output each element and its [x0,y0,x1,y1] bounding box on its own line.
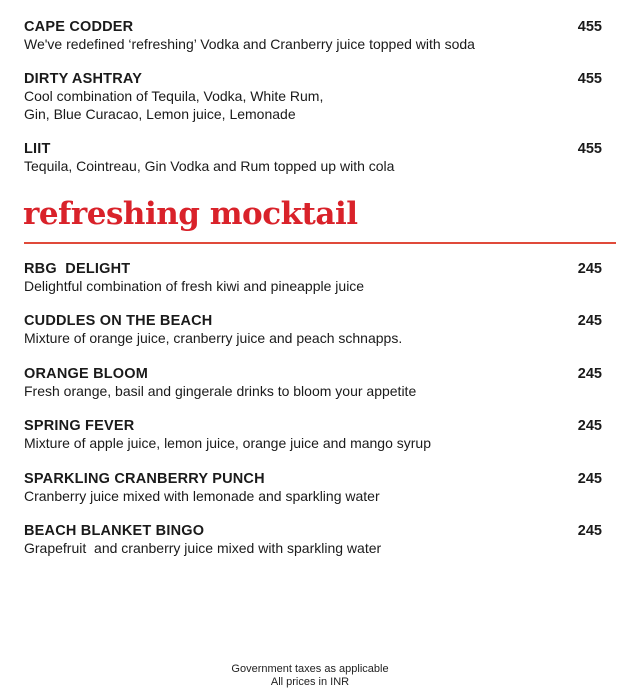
footer-note [0,663,620,689]
section-heading: refreshing mocktail [23,196,358,232]
currency-note: All prices in INR [270,676,350,688]
menu-item [24,141,602,176]
item-description: Cranberry juice mixed with lemonade and sparkling water [24,488,380,504]
item-name: SPRING FEVER [24,418,135,434]
item-price: 245 [577,523,602,539]
item-price: 245 [577,471,602,487]
menu-item [24,261,602,296]
item-name: RBG DELIGHT [24,261,131,277]
item-price: 245 [577,261,602,277]
menu-item [24,313,602,348]
item-price: 455 [577,19,602,35]
item-name: DIRTY ASHTRAY [24,71,143,87]
section-divider [24,242,616,244]
item-description: Fresh orange, basil and gingerale drinks to bloom your appetite [24,383,417,399]
tax-note: Government taxes as applicable [231,663,389,675]
menu-item [24,71,602,123]
item-description: Delightful combination of fresh kiwi and pineapple juice [24,278,365,294]
item-price: 455 [577,71,602,87]
item-price: 455 [577,141,602,157]
item-name: SPARKLING CRANBERRY PUNCH [24,471,265,487]
menu-item [24,418,602,453]
item-name: BEACH BLANKET BINGO [24,523,205,539]
item-price: 245 [577,366,602,382]
item-description: Cool combination of Tequila, Vodka, White Rum, [24,88,324,104]
menu-item [24,523,602,558]
item-description: Mixture of orange juice, cranberry juice and peach schnapps. [24,330,403,346]
item-price: 245 [577,313,602,329]
menu-item [24,19,602,54]
menu-item [24,366,602,401]
item-name: CUDDLES ON THE BEACH [24,313,213,329]
item-name: CAPE CODDER [24,19,134,35]
item-name: ORANGE BLOOM [24,366,149,382]
item-name: LIIT [24,141,51,157]
item-description: Gin, Blue Curacao, Lemon juice, Lemonade [24,105,296,122]
item-description: We've redefined ‘refreshing’ Vodka and Cranberry juice topped with soda [24,36,475,52]
menu-item [24,471,602,506]
item-description: Grapefruit and cranberry juice mixed with sparkling water [24,540,382,556]
item-description: Tequila, Cointreau, Gin Vodka and Rum topped up with cola [24,158,395,174]
item-price: 245 [577,418,602,434]
item-description: Mixture of apple juice, lemon juice, orange juice and mango syrup [24,435,432,451]
